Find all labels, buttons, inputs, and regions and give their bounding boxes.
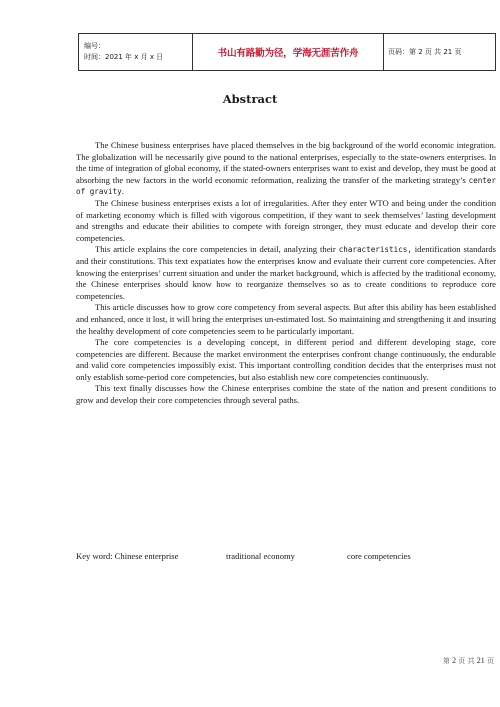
keywords-line <box>76 551 496 561</box>
abstract-body <box>76 140 496 407</box>
paragraph-3-start: This article explains the core competencies in detail, analyzing their <box>95 244 336 255</box>
paragraph-2: The Chinese business enterprises exists a lot of irregularities. After they enter WTO and being under the condition of marketing economy which is filled with vigorous competition, if they want to seek themselves’ lasting development and strengths and educate their abilities to compete with foreign stronger, they must educate and develop their core competencies. <box>76 197 496 243</box>
keyword-traditional-economy: traditional economy <box>226 551 295 561</box>
document-number-label: 编号： <box>84 42 105 50</box>
header-table <box>78 33 496 71</box>
paragraph-5: The core competencies is a developing concept, in different period and different developing stage, core competencies are different. Because the market environment the enterprises confront change continuously, the endurable and valid core competencies impossibly exist. This important controlling condition decides that the enterprises must not only establish some-period core competencies, but also establish new core competencies continuously. <box>76 337 496 382</box>
page-footer <box>443 656 494 666</box>
footer-middle: 页 共 <box>458 657 475 665</box>
footer-prefix: 第 <box>442 657 450 665</box>
footer-suffix: 页 <box>487 657 494 665</box>
paragraph-1-text: The Chinese business enterprises have placed themselves in the big background of the world economic integration. The globalization will be necessarily give pound to the national enterprises, especially to the state-owners enterprises. In the time of integration of global economy, if the stated-owners enterprises want to exist and develop, they must be good at absorbing the new factors in the world economic reformation, realizing the transfer of the marketing strategy’s <box>76 140 496 185</box>
document-time-label: 时间：2021 年 x 月 x 日 <box>84 53 164 61</box>
paragraph-1 <box>76 140 496 198</box>
paragraph-6: This text finally discusses how the Chinese enterprises combine the state of the nation and present conditions to grow and develop their core competencies through several paths. <box>76 383 496 406</box>
paragraph-3-mono-word: characteristics, <box>338 245 412 255</box>
paragraph-3 <box>76 244 496 302</box>
footer-total-pages: 21 <box>476 656 485 665</box>
paragraph-3-end: identification standards and their constitutions. This text expatiates how the enterprises know and evaluate their current core competencies. After knowing the enterprises’ current situation and under the market background, which is affected by the traditional economy, the Chinese enterprises should know how to reorganize themselves so as to create conditions to reproduce core competencies. <box>76 244 496 301</box>
keyword-core-competencies: core competencies <box>347 551 411 561</box>
header-page-info: 页码：第 2 页 共 21 页 <box>384 34 496 71</box>
keyword-label: Key word: Chinese enterprise <box>76 551 179 561</box>
abstract-title: Abstract <box>222 92 278 106</box>
header-meta-cell <box>79 34 193 71</box>
paragraph-1-mono-phrase: center of gravity <box>76 175 496 197</box>
paragraph-4: This article discusses how to grow core competency from several aspects. But after this ability has been established and enhanced, once it lost, it will bring the enterprises un-estimated lost. So maintaining and strengthening it and insuring the healthy development of core competencies seem to be particularly important. <box>76 302 496 336</box>
header-motto: 书山有路勤为径，学海无涯苦作舟 <box>193 34 384 71</box>
paragraph-1-end: . <box>121 186 124 197</box>
footer-page-number: 2 <box>452 656 457 665</box>
